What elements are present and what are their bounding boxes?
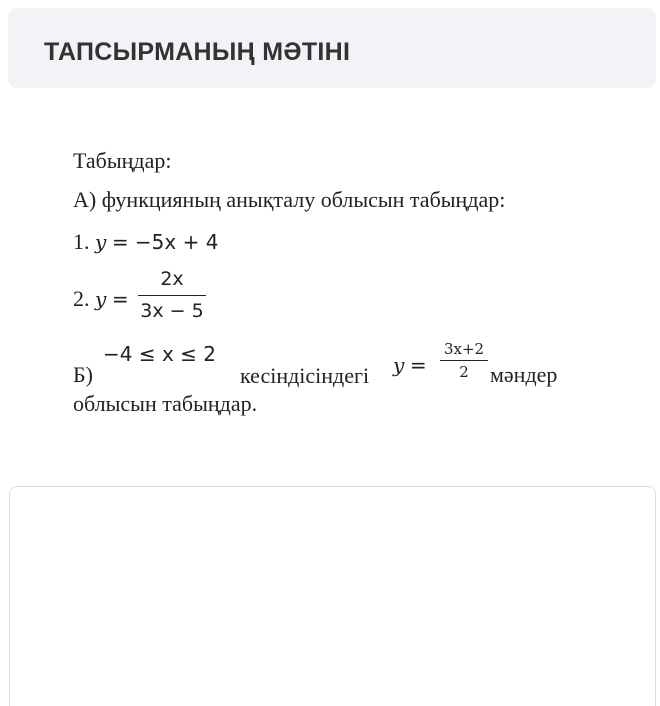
- part-b-line-2: облысын табыңдар.: [73, 391, 258, 416]
- task-intro: Табыңдар:: [73, 148, 172, 173]
- part-b-interval: −4 ≤ x ≤ 2: [103, 342, 216, 366]
- part-a-label: А) функцияның анықталу облысын табыңдар:: [73, 187, 506, 212]
- task-title: ТАПСЫРМАНЫҢ МӘТІНІ: [44, 38, 351, 66]
- item-1-y: y: [95, 230, 107, 254]
- part-b-function: [393, 352, 427, 378]
- part-b-fraction: [440, 340, 488, 381]
- part-b-y: y: [393, 353, 405, 377]
- answer-box[interactable]: [9, 486, 656, 706]
- item-1-expression: = −5x + 4: [111, 230, 219, 254]
- item-2-number: 2.: [73, 286, 90, 311]
- part-b-tail: мәндер: [490, 362, 558, 387]
- item-2-equals: =: [111, 287, 129, 311]
- task-header: [8, 8, 656, 88]
- part-a-item-1: [73, 229, 218, 255]
- item-2-numerator: 2x: [160, 268, 184, 290]
- part-b-denominator: 2: [459, 363, 469, 381]
- part-a-item-2: [73, 286, 129, 312]
- item-1-number: 1.: [73, 229, 90, 254]
- part-b-numerator: 3x+2: [443, 340, 485, 358]
- item-2-denominator: 3x − 5: [140, 300, 204, 322]
- part-b-equals: =: [409, 353, 427, 377]
- part-b-label: Б): [73, 362, 93, 387]
- item-2-y: y: [95, 287, 107, 311]
- part-b-middle-text: кесіндісіндегі: [240, 363, 370, 388]
- item-2-fraction: [138, 268, 206, 322]
